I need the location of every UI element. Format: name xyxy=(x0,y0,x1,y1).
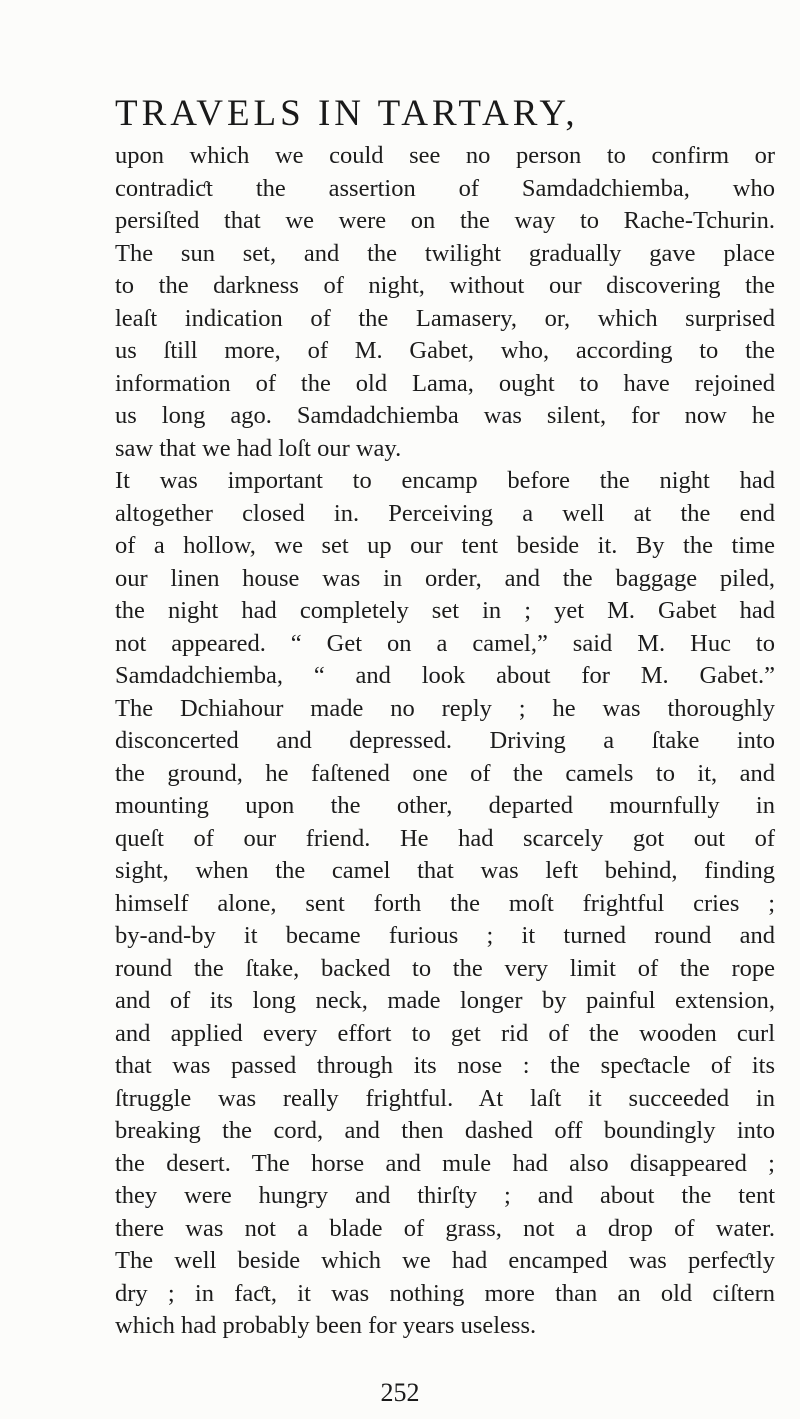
text-line: information of the old Lama, ought to have rejoined xyxy=(115,369,775,397)
text-line: saw that we had loſt our way. xyxy=(115,434,402,462)
text-line: and applied every effort to get rid of the wooden curl xyxy=(115,1019,775,1047)
text-line: disconcerted and depressed. Driving a ſtake into xyxy=(115,727,775,754)
text-line: queſt of our friend. He had scarcely got out of xyxy=(115,824,775,852)
text-line: himself alone, sent forth the moſt frightful cries ; xyxy=(115,889,775,917)
text-line: to the darkness of night, without our discovering the xyxy=(115,272,775,299)
text-line: that was passed through its nose : the speƈtacle of its xyxy=(115,1052,775,1079)
text-line: The Dchiahour made no reply ; he was thoroughly xyxy=(115,694,775,722)
text-line: the desert. The horse and mule had also disappeared ; xyxy=(115,1149,775,1177)
text-line: round the ſtake, backed to the very limit of the rope xyxy=(115,954,775,982)
text-line: ſtruggle was really frightful. At laſt it succeeded in xyxy=(115,1084,775,1112)
text-line: the ground, he faſtened one of the camels to it, and xyxy=(115,759,775,787)
running-head: TRAVELS IN TARTARY, xyxy=(115,93,579,134)
text-line: breaking the cord, and then dashed off boundingly into xyxy=(115,1117,775,1144)
text-line: upon which we could see no person to confirm or xyxy=(115,142,775,169)
text-line: Samdadchiemba, “ and look about for M. Gabet.” xyxy=(115,662,775,689)
text-line: sight, when the camel that was left behind, finding xyxy=(115,857,775,884)
text-line: not appeared. “ Get on a camel,” said M. Huc to xyxy=(115,629,775,657)
text-line: our linen house was in order, and the baggage piled, xyxy=(115,564,775,592)
text-line: and of its long neck, made longer by painful extension, xyxy=(115,987,775,1014)
text-line: the night had completely set in ; yet M. Gabet had xyxy=(115,597,775,624)
text-line: there was not a blade of grass, not a drop of water. xyxy=(115,1214,775,1242)
text-line: leaſt indication of the Lamasery, or, which surprised xyxy=(115,304,775,332)
page-number: 252 xyxy=(380,1378,420,1407)
text-line: of a hollow, we set up our tent beside it. By the time xyxy=(115,532,775,559)
text-line: The well beside which we had encamped was perfeƈtly xyxy=(115,1247,775,1274)
text-line: mounting upon the other, departed mournfully in xyxy=(115,792,775,819)
text-line: us long ago. Samdadchiemba was silent, for now he xyxy=(115,402,775,429)
text-line: which had probably been for years useless. xyxy=(115,1312,537,1339)
body-text xyxy=(115,140,775,1343)
text-line: The sun set, and the twilight gradually gave place xyxy=(115,239,775,267)
text-line: altogether closed in. Perceiving a well at the end xyxy=(115,499,775,527)
text-line: they were hungry and thirſty ; and about the tent xyxy=(115,1182,775,1209)
text-line: dry ; in faƈt, it was nothing more than an old ciſtern xyxy=(115,1279,775,1307)
text-line: persiſted that we were on the way to Rache-Tchurin. xyxy=(115,207,775,234)
text-line: contradiƈt the assertion of Samdadchiemba, who xyxy=(115,174,775,202)
text-line: us ſtill more, of M. Gabet, who, according to the xyxy=(115,337,775,364)
text-line: It was important to encamp before the night had xyxy=(115,467,775,494)
text-line: by-and-by it became furious ; it turned round and xyxy=(115,922,775,949)
